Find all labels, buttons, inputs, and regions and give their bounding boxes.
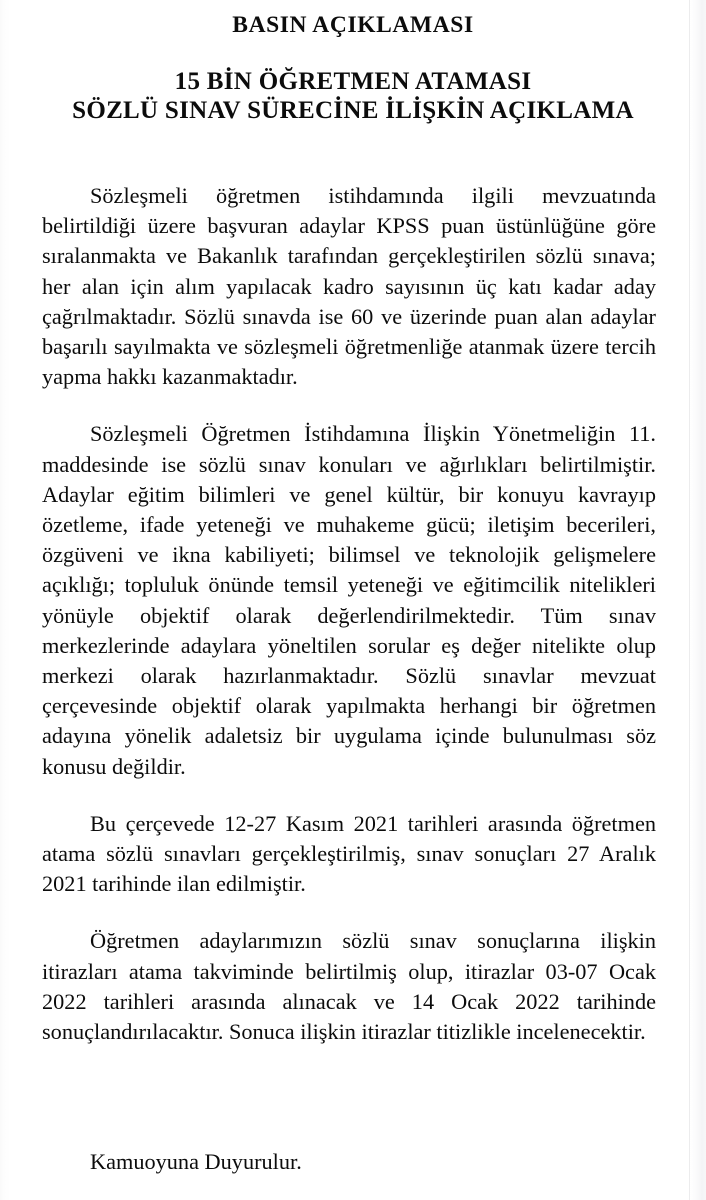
document-heading-group <box>0 10 706 125</box>
page-edge-left-shadow <box>0 0 10 1200</box>
document-body <box>42 181 656 1047</box>
body-paragraph-4: Öğretmen adaylarımızın sözlü sınav sonuçlarına ilişkin itirazları atama takviminde belirtilmiş olup, itirazlar 03-07 Ocak 2022 tarihleri arasında alınacak ve 14 Ocak 2022 tarihinde sonuçlandırılacaktır. Sonuca ilişkin itirazlar titizlikle incelenecektir. <box>42 928 656 1045</box>
body-paragraph-1: Sözleşmeli öğretmen istihdamında ilgili mevzuatında belirtildiği üzere başvuran adaylar KPSS puan üstünlüğüne göre sıralanmakta ve Bakanlık tarafından gerçekleştirilen sözlü sınava; her alan için alım yapılacak kadro sayısının üç katı kadar aday çağrılmaktadır. Sözlü sınavda ise 60 ve üzerinde puan alan adaylar başarılı sayılmakta ve sözleşmeli öğretmenliğe atanmak üzere tercih yapma hakkı kazanmaktadır. <box>42 183 656 390</box>
subtitle-line-2: SÖZLÜ SINAV SÜRECİNE İLİŞKİN AÇIKLAMA <box>72 97 634 124</box>
page-edge-right-shadow <box>690 0 706 1200</box>
document-subtitle <box>0 67 706 125</box>
page-edge-border-line <box>689 0 690 1200</box>
body-paragraph-2: Sözleşmeli Öğretmen İstihdamına İlişkin Yönetmeliğin 11. maddesinde ise sözlü sınav konuları ve ağırlıkları belirtilmiştir. Adaylar eğitim bilimleri ve genel kültür, bir konuyu kavrayıp özetleme, ifade yeteneği ve muhakeme gücü; iletişim becerileri, özgüveni ve ikna kabiliyeti; bilimsel ve teknolojik gelişmelere açıklığı; topluluk önünde temsil yeteneği ve eğitimcilik nitelikleri yönüyle objektif olarak değerlendirilmektedir. Tüm sınav merkezlerinde adaylara yöneltilen sorular eş değer nitelikte olup merkezi olarak hazırlanmaktadır. Sözlü sınavlar mevzuat çerçevesinde objektif olarak yapılmakta herhangi bir öğretmen adayına yönelik adaletsiz bir uygulama içinde bulunulması söz konusu değildir. <box>42 421 656 779</box>
body-paragraph-3: Bu çerçevede 12-27 Kasım 2021 tarihleri arasında öğretmen atama sözlü sınavları gerçekleştirilmiş, sınav sonuçları 27 Aralık 2021 tarihinde ilan edilmiştir. <box>42 810 656 897</box>
closing-statement: Kamuoyuna Duyurulur. <box>90 1149 302 1174</box>
subtitle-line-1: 15 BİN ÖĞRETMEN ATAMASI <box>174 68 532 95</box>
page-title: BASIN AÇIKLAMASI <box>232 12 474 38</box>
